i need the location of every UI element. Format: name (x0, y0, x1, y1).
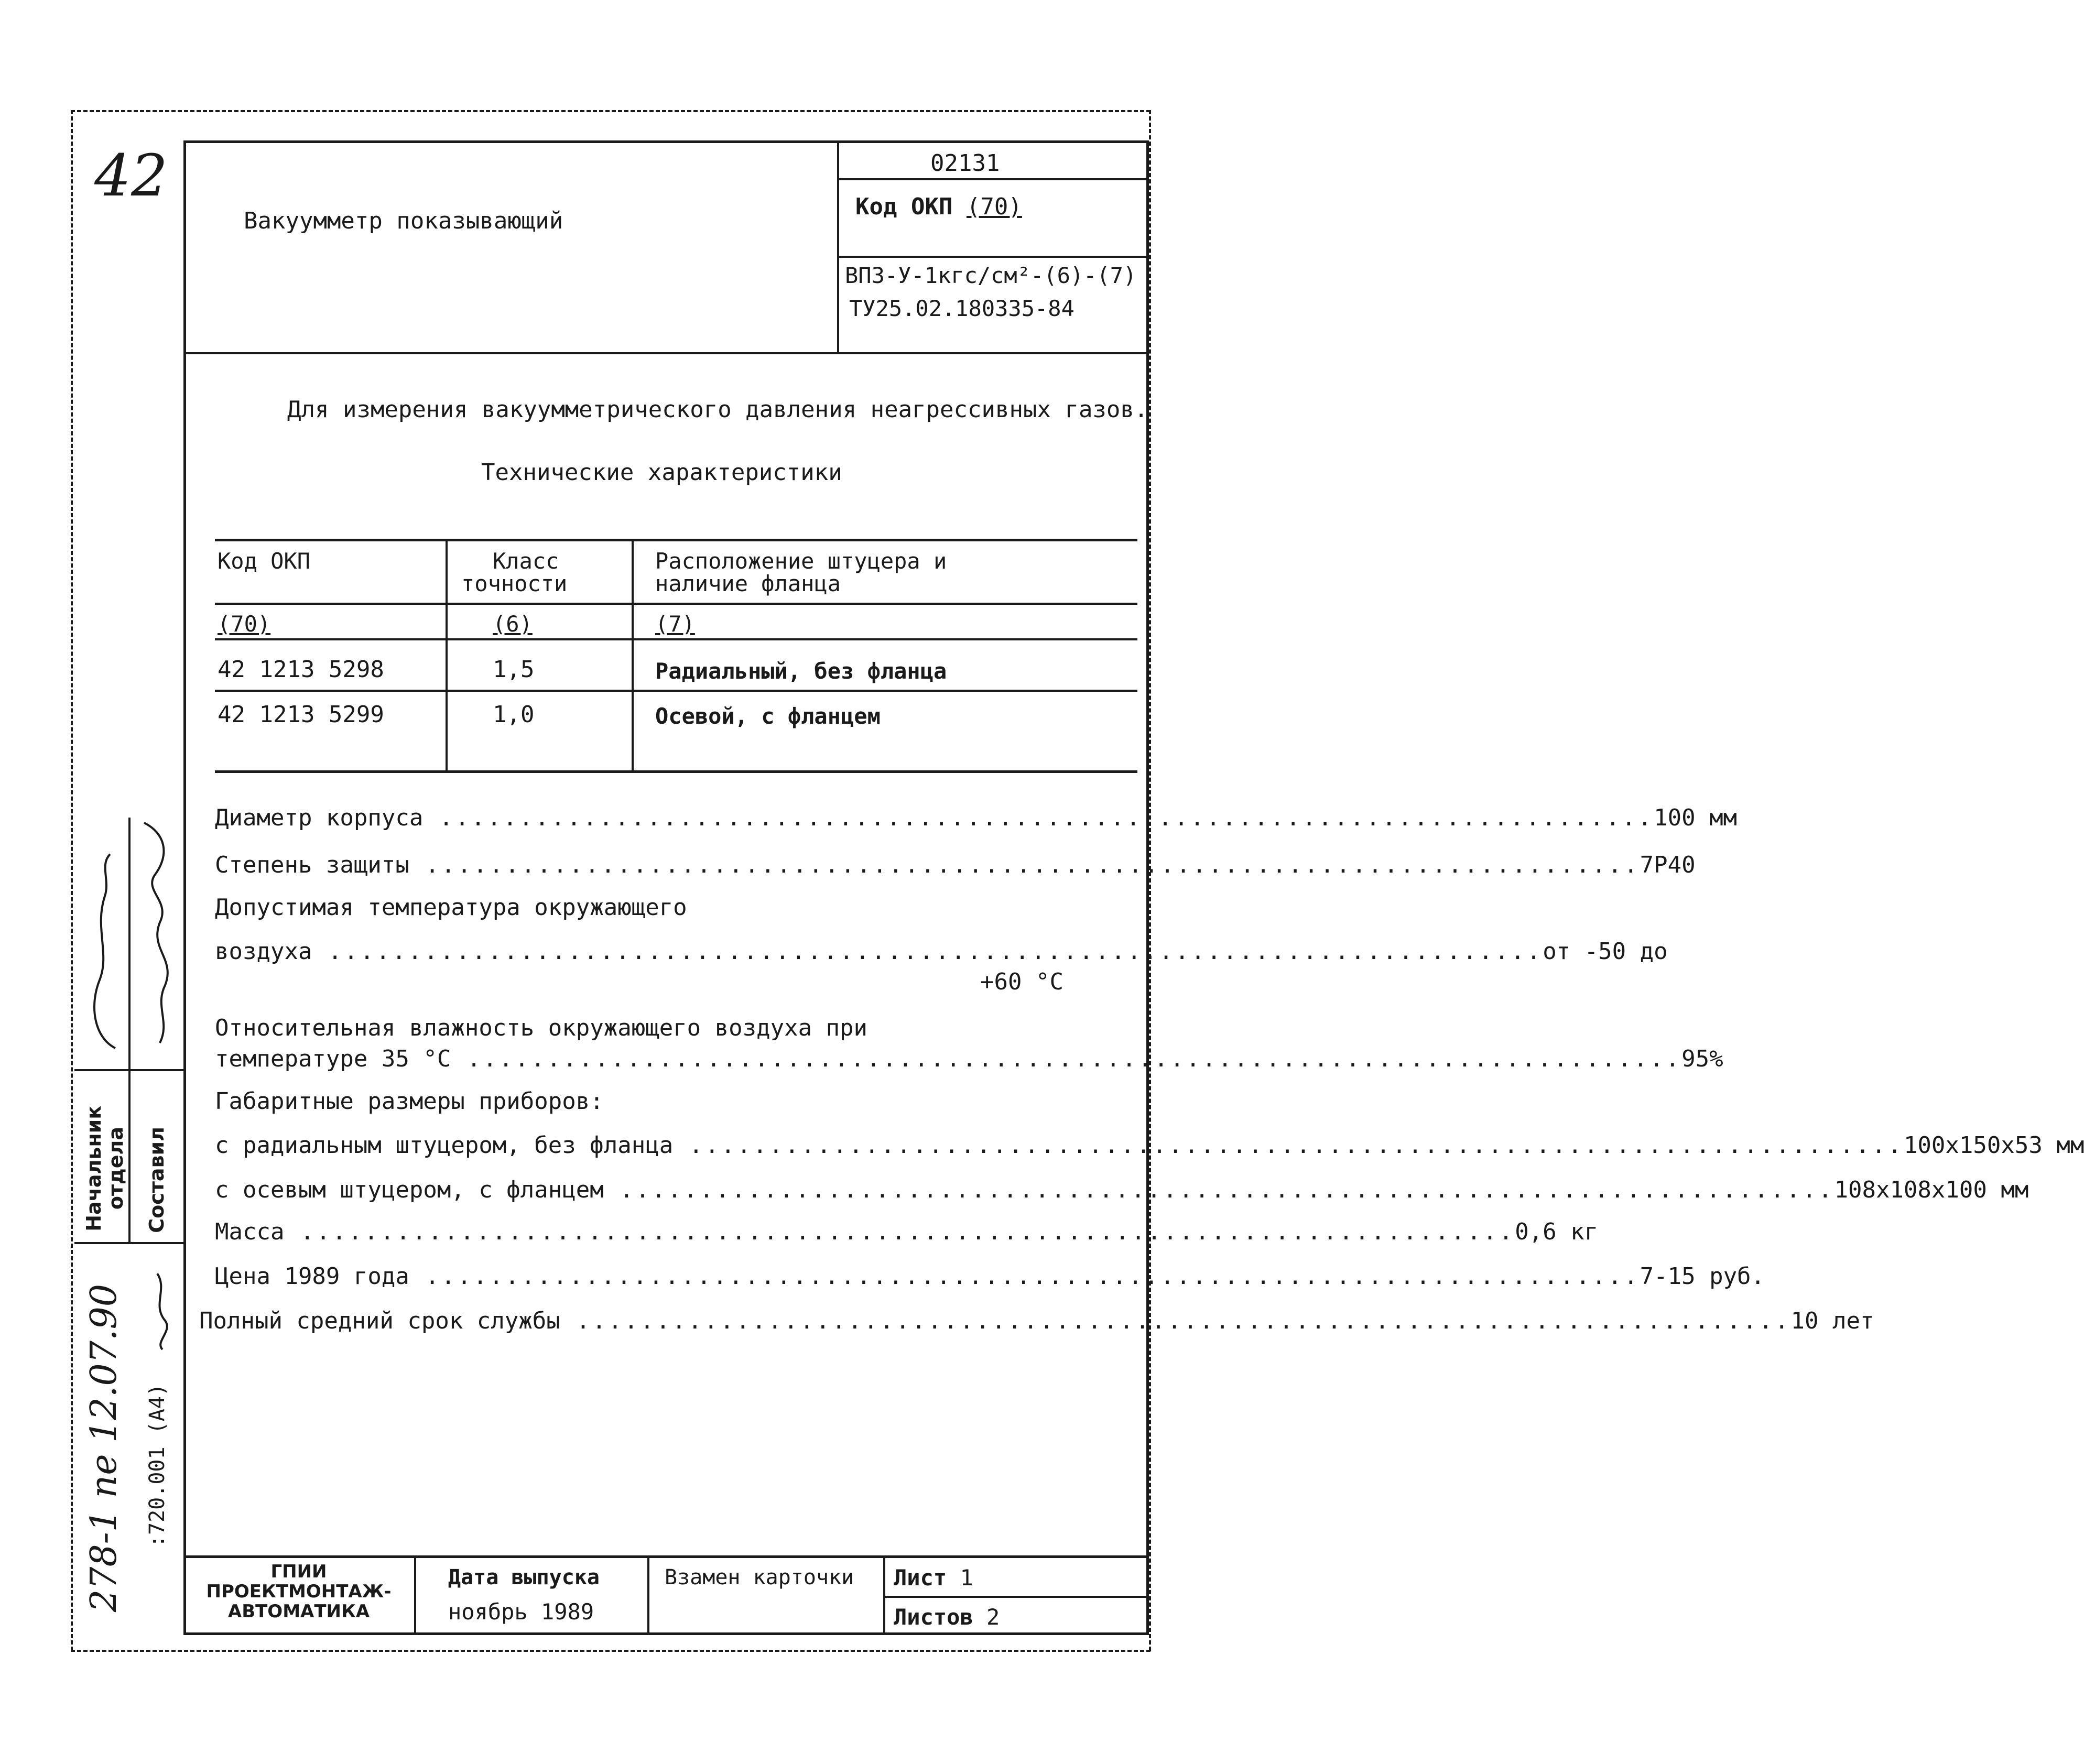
spec-mass (215, 1218, 1599, 1245)
card-frame (183, 140, 1149, 1635)
page-number: 42 (94, 142, 168, 209)
table-col-divider-1 (446, 539, 448, 770)
header-okp-divider (837, 256, 1149, 258)
row2-location: Осевой, с фланцем (655, 703, 881, 729)
spec-mass-label: Масса (215, 1218, 285, 1245)
sidebar-head-label-2: отдела (104, 1127, 127, 1210)
spec-service-life-value: 10 лет (1790, 1308, 1874, 1334)
sidebar-author-label: Составил (145, 1127, 168, 1233)
footer-divider-2 (647, 1555, 649, 1635)
spec-diameter-value: 100 мм (1654, 804, 1738, 831)
spec-price-label: Цена 1989 года (215, 1263, 409, 1290)
footer-org (189, 1562, 409, 1621)
spec-price-value: 7-15 руб. (1640, 1263, 1765, 1290)
table-header-code: Код ОКП (218, 548, 311, 574)
leader-dots: ............................................................................ (409, 852, 1640, 878)
leader-dots: ............................................................................ (603, 1177, 1835, 1203)
footer-sheet-divider (883, 1596, 1149, 1598)
table-top-line (215, 539, 1137, 541)
description: Для измерения вакуумметрического давления неагрессивных газов. (287, 396, 1148, 423)
spec-temperature-value: от -50 до (1543, 938, 1668, 965)
header-vertical-divider (837, 140, 839, 352)
outer-border-bottom (71, 1650, 1150, 1652)
okp-label (855, 195, 1022, 219)
spec-diameter (215, 804, 1738, 831)
spec-dimensions-axial-value: 108x108x100 мм (1834, 1177, 2029, 1203)
sidebar-divider (128, 818, 131, 1242)
sidebar-bottom-line (74, 1242, 183, 1244)
signature-date (142, 1268, 178, 1352)
signature-head-icon (79, 849, 126, 1059)
table-row1-line (215, 690, 1137, 692)
table-col-divider-2 (632, 539, 634, 770)
footer-sheet-value: 1 (960, 1565, 973, 1591)
signature-head (79, 849, 126, 1059)
outer-border-left (71, 110, 73, 1651)
footer-release-label: Дата выпуска (448, 1565, 600, 1589)
spec-dimensions-axial (215, 1177, 2029, 1203)
signature-author (134, 812, 181, 1048)
footer-sheets-value: 2 (986, 1604, 1000, 1630)
footer-org-line-3: АВТОМАТИКА (227, 1601, 370, 1622)
table-code-col1: (70) (218, 611, 271, 637)
spec-protection (215, 852, 1696, 878)
table-header-class-1: Класс (493, 548, 559, 574)
spec-temperature (215, 938, 1668, 965)
sidebar-head-label-2-wrap (106, 1127, 126, 1210)
handwritten-note: 278-1 пе 12.07.90 (83, 1284, 125, 1613)
footer-org-line-1: ГПИИ (270, 1561, 327, 1582)
leader-dots: ............................................................................ (451, 1046, 1682, 1072)
spec-dimensions-label: Габаритные размеры приборов: (215, 1088, 604, 1115)
spec-diameter-label: Диаметр корпуса (215, 804, 424, 831)
row1-location: Радиальный, без фланца (655, 658, 947, 684)
leader-dots: ............................................................................ (312, 938, 1543, 965)
footer-sheets-label: Листов (894, 1604, 973, 1630)
footer-sheets (894, 1606, 1000, 1628)
header-code-divider (837, 178, 1149, 180)
table-codes-line (215, 638, 1137, 640)
spec-humidity-temp: температуре 35 °С (215, 1046, 451, 1072)
format-stamp: :720.001 (А4) (145, 1384, 169, 1548)
table-header-location-1: Расположение штуцера и (655, 548, 947, 574)
sidebar-head-label (84, 1106, 104, 1232)
leader-dots: ............................................................................ (673, 1132, 1904, 1159)
spec-temperature-value-2: +60 °С (980, 968, 1063, 995)
footer-org-line-2: ПРОЕКТМОНТАЖ- (206, 1581, 392, 1602)
spec-temperature-air: воздуха (215, 938, 312, 965)
row2-code: 42 1213 5299 (218, 701, 384, 728)
okp-code: (70) (966, 193, 1022, 220)
section-title: Технические характеристики (481, 459, 842, 486)
product-title: Вакуумметр показывающий (244, 208, 563, 234)
standard: ТУ25.02.180335-84 (849, 296, 1074, 321)
spec-dimensions-radial-value: 100x150x53 мм (1903, 1132, 2084, 1159)
sidebar-signature-line (74, 1069, 183, 1071)
spec-service-life (199, 1308, 1874, 1334)
spec-mass-value: 0,6 кг (1515, 1218, 1599, 1245)
okp-label-text: Код ОКП (855, 193, 953, 220)
signature-date-icon (142, 1268, 178, 1352)
row1-class: 1,5 (493, 656, 535, 683)
leader-dots: ............................................................................ (409, 1263, 1640, 1290)
footer-divider-3 (883, 1555, 885, 1635)
leader-dots: ............................................................................ (423, 804, 1654, 831)
footer-release-date: ноябрь 1989 (448, 1599, 594, 1625)
designation: ВПЗ-У-1кгс/см²-(6)-(7) (845, 263, 1137, 288)
table-code-col2: (6) (493, 611, 533, 637)
header-divider (183, 352, 1149, 354)
outer-border-right (1149, 110, 1151, 1651)
table-bottom-line (215, 770, 1137, 773)
spec-humidity (215, 1046, 1723, 1072)
spec-dimensions-radial-label: с радиальным штуцером, без фланца (215, 1132, 674, 1159)
table-header-class-2: точности (461, 571, 568, 596)
spec-dimensions-radial (215, 1132, 2084, 1159)
footer-sheet-label: Лист (894, 1565, 947, 1591)
footer-top-line (183, 1555, 1149, 1558)
table-header-location-2: наличие фланца (655, 571, 841, 596)
row2-class: 1,0 (493, 701, 535, 728)
row1-code: 42 1213 5298 (218, 656, 384, 683)
footer-divider-1 (414, 1555, 416, 1635)
table-code-col3: (7) (655, 611, 695, 637)
spec-protection-label: Степень защиты (215, 852, 409, 878)
spec-temperature-label: Допустимая температура окружающего (215, 894, 687, 921)
product-code: 02131 (930, 150, 1000, 177)
spec-service-life-label: Полный средний срок службы (199, 1308, 560, 1334)
footer-replaces-label: Взамен карточки (665, 1565, 854, 1589)
spec-dimensions-axial-label: с осевым штуцером, с фланцем (215, 1177, 604, 1203)
leader-dots: ............................................................................ (284, 1218, 1515, 1245)
spec-humidity-label: Относительная влажность окружающего воздуха при (215, 1015, 868, 1041)
footer-sheet (894, 1567, 973, 1589)
sidebar-head-label-1: Начальник (82, 1106, 105, 1232)
spec-price (215, 1263, 1765, 1290)
outer-border-top (71, 110, 1150, 112)
spec-protection-value: 7P40 (1640, 852, 1696, 878)
table-header-line (215, 603, 1137, 605)
signature-author-icon (134, 812, 181, 1048)
leader-dots: ............................................................................ (560, 1308, 1791, 1334)
spec-humidity-value: 95% (1681, 1046, 1723, 1072)
